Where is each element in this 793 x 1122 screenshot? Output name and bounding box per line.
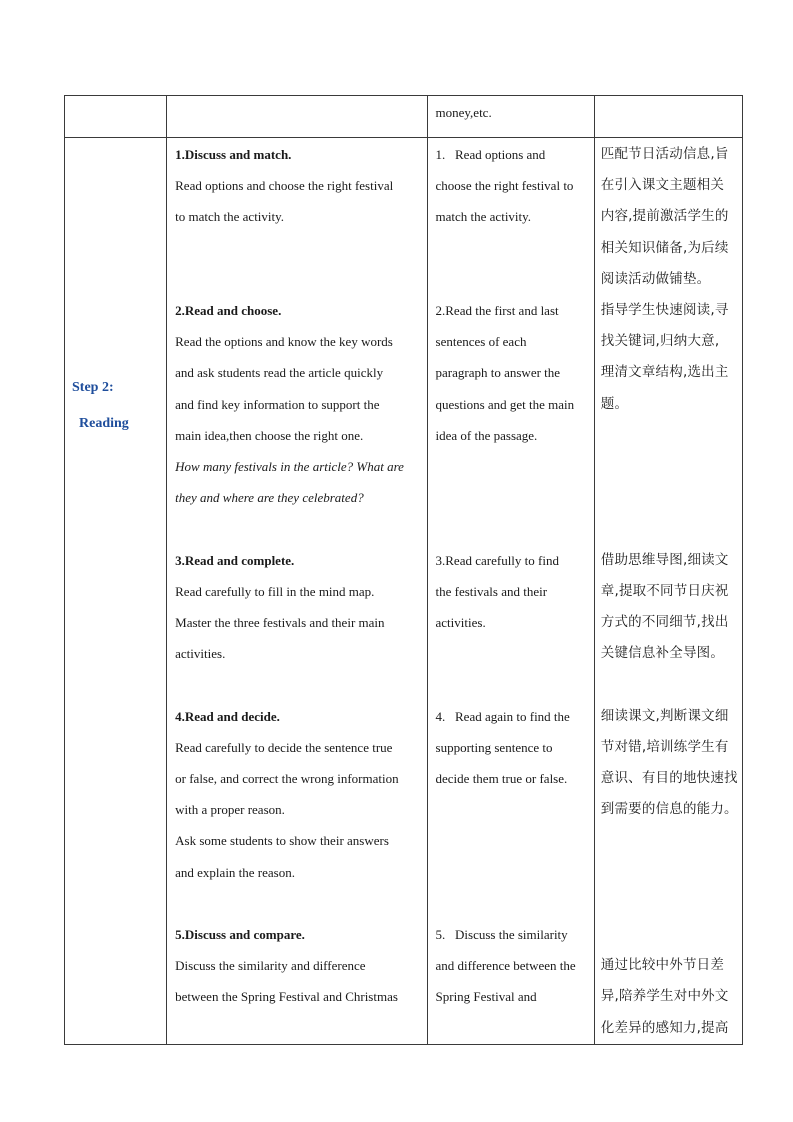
teacher-line: Master the three festivals and their main [175, 615, 385, 630]
teacher-line: and find key information to support the [175, 396, 380, 412]
teacher-question-line: they and where are they celebrated? [175, 490, 364, 506]
student-line: the festivals and their [435, 583, 548, 599]
lesson-plan-table [64, 95, 743, 1045]
table-row [65, 96, 743, 138]
teacher-question-line: How many festivals in the article? What are [175, 459, 404, 474]
purpose-line: 匹配节日活动信息,旨 [600, 146, 729, 162]
student-line: and difference between the [435, 958, 576, 974]
student-line: match the activity. [435, 209, 532, 225]
student-line: 5. Discuss the similarity [435, 926, 568, 942]
student-cell-top [427, 96, 594, 138]
teacher-line: Ask some students to show their answers [175, 833, 389, 849]
student-line: idea of the passage. [435, 427, 538, 443]
teacher-line: main idea,then choose the right one. [175, 427, 364, 443]
step-cell [65, 138, 167, 1045]
purpose-line: 在引入课文主题相关 [600, 177, 725, 194]
teacher-line: Read carefully to fill in the mind map. [175, 583, 375, 599]
purpose-line: 方式的不同细节,找出 [600, 613, 729, 630]
student-line: 2.Read the first and last [435, 302, 559, 318]
step-label: Step 2: [72, 380, 114, 395]
purpose-line: 阅读活动做铺垫。 [600, 270, 711, 287]
table-row [65, 138, 743, 1045]
step-cell-empty [65, 96, 167, 138]
student-line: Spring Festival and [435, 989, 537, 1005]
student-line: choose the right festival to [435, 178, 574, 194]
student-line: 1. Read options and [435, 147, 546, 162]
purpose-line: 节对错,培训练学生有 [600, 738, 729, 755]
student-line: 4. Read again to find the [435, 708, 570, 724]
purpose-line: 找关键词,归纳大意, [600, 333, 720, 350]
activity-heading: 1.Discuss and match. [175, 147, 292, 162]
purpose-line: 意识、有目的地快速找 [600, 769, 738, 786]
student-activities-cell [427, 138, 594, 1045]
student-line: supporting sentence to [435, 739, 553, 755]
teacher-line: activities. [175, 646, 226, 662]
purpose-line: 通过比较中外节日差 [600, 957, 725, 974]
purpose-line: 内容,提前激活学生的 [600, 208, 729, 225]
purpose-line: 细读课文,判断课文细 [600, 707, 729, 724]
activity-heading: 4.Read and decide. [175, 708, 280, 724]
activity-heading: 3.Read and complete. [175, 552, 295, 568]
step-name: Reading [79, 416, 129, 431]
student-text: money,etc. [435, 105, 492, 120]
teacher-line: or false, and correct the wrong information [175, 771, 399, 786]
purpose-line: 化差异的感知力,提高 [600, 1019, 729, 1036]
purpose-line: 相关知识储备,为后续 [600, 239, 729, 256]
teacher-line: between the Spring Festival and Christmas [175, 989, 398, 1005]
purpose-cell [594, 138, 742, 1045]
teacher-line: Read the options and know the key words [175, 334, 393, 350]
activity-heading: 2.Read and choose. [175, 302, 282, 318]
teacher-line: and explain the reason. [175, 864, 295, 880]
student-line: paragraph to answer the [435, 365, 561, 381]
purpose-line: 题。 [600, 395, 629, 412]
teacher-line: to match the activity. [175, 209, 285, 225]
purpose-line: 理清文章结构,选出主 [600, 364, 729, 381]
student-line: decide them true or false. [435, 770, 568, 786]
teacher-line: Read carefully to decide the sentence true [175, 739, 393, 755]
purpose-line: 借助思维导图,细读文 [600, 551, 729, 568]
teacher-activities-cell [167, 138, 427, 1045]
activity-heading: 5.Discuss and compare. [175, 927, 305, 942]
student-line: sentences of each [435, 334, 527, 350]
student-line: 3.Read carefully to find [435, 552, 559, 568]
purpose-line: 章,提取不同节日庆祝 [600, 582, 729, 599]
teacher-line: with a proper reason. [175, 802, 285, 818]
student-line: activities. [435, 614, 486, 630]
teacher-cell-empty [167, 96, 427, 138]
purpose-cell-empty [594, 96, 742, 138]
purpose-line: 异,陪养学生对中外文 [600, 988, 729, 1005]
purpose-line: 指导学生快速阅读,寻 [600, 302, 729, 319]
teacher-line: Read options and choose the right festival [175, 178, 394, 194]
teacher-line: Discuss the similarity and difference [175, 958, 366, 974]
student-line: questions and get the main [435, 396, 575, 412]
purpose-line: 关键信息补全导图。 [600, 645, 725, 662]
purpose-line: 到需要的信息的能力。 [600, 801, 738, 818]
teacher-line: and ask students read the article quickly [175, 365, 384, 381]
